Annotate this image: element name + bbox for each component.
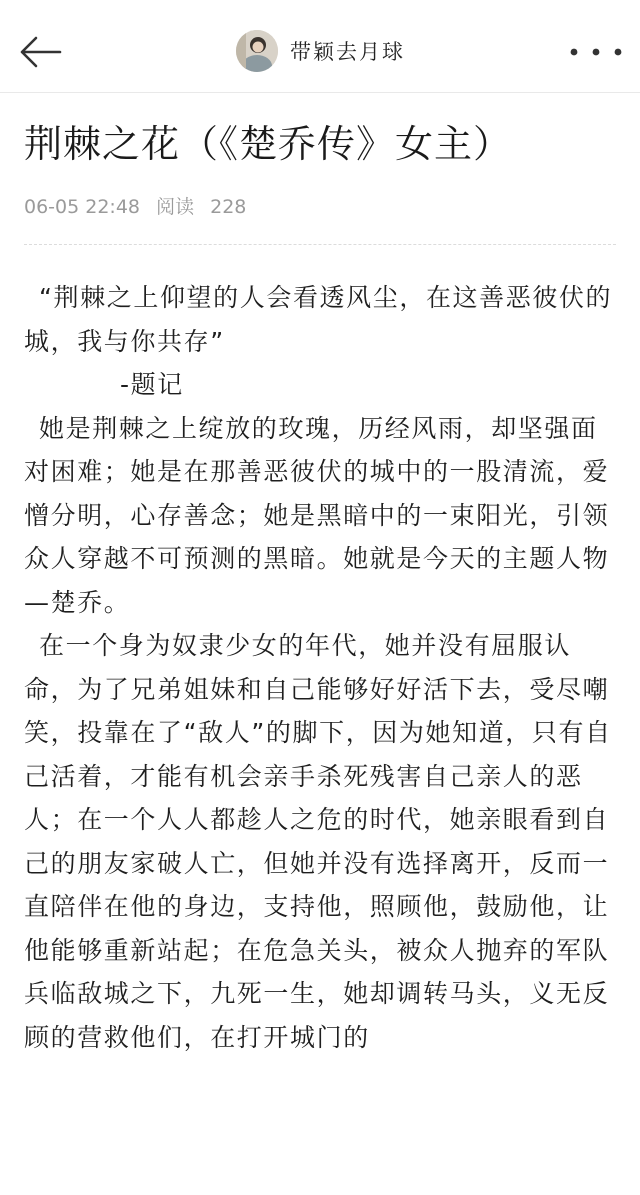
read-count: 228 (210, 196, 247, 218)
publish-date: 06-05 22:48 (24, 196, 141, 218)
avatar[interactable] (236, 30, 278, 72)
back-button[interactable] (14, 28, 66, 76)
paragraph: 在一个身为奴隶少女的年代，她并没有屈服认命，为了兄弟姐妹和自己能够好好活下去，受尽嘲笑，投靠在了“敌人”的脚下，因为她知道，只有自己活着，才能有机会亲手杀死残害自己亲人的恶人；在一个人人都趁人之危的时代，她亲眼看到自己的朋友家破人亡，但她并没有选择离开，反而一直陪伴在他的身边，支持他，照顾他，鼓励他，让他能够重新站起；在危急关头，被众人抛弃的军队兵临敌城之下，九死一生，她却调转马头，义无反顾的营救他们，在打开城门的 (24, 631, 612, 1052)
top-bar (0, 0, 640, 93)
epigraph-signature: -题记 (120, 370, 184, 399)
paragraph: 她是荆棘之上绽放的玫瑰，历经风雨，却坚强面对困难；她是在那善恶彼伏的城中的一股清流，爱憎分明，心存善念；她是黑暗中的一束阳光，引领众人穿越不可预测的黑暗。她就是今天的主题人物—楚乔。 (24, 413, 610, 617)
more-button[interactable] (566, 34, 626, 70)
author-name[interactable]: 带颖去月球 (290, 40, 405, 64)
author-info[interactable] (236, 29, 405, 73)
epigraph-quote: “荆棘之上仰望的人会看透风尘，在这善恶彼伏的城，我与你共存” (24, 283, 613, 356)
read-label: 阅读 (156, 196, 195, 218)
article-meta (24, 192, 246, 219)
more-horizontal-icon (569, 47, 623, 57)
article-body (24, 276, 620, 1059)
arrow-left-icon (18, 35, 62, 69)
article-title: 荆棘之花（《楚乔传》女主） (24, 122, 513, 166)
divider (24, 244, 616, 245)
avatar-image (236, 30, 278, 72)
